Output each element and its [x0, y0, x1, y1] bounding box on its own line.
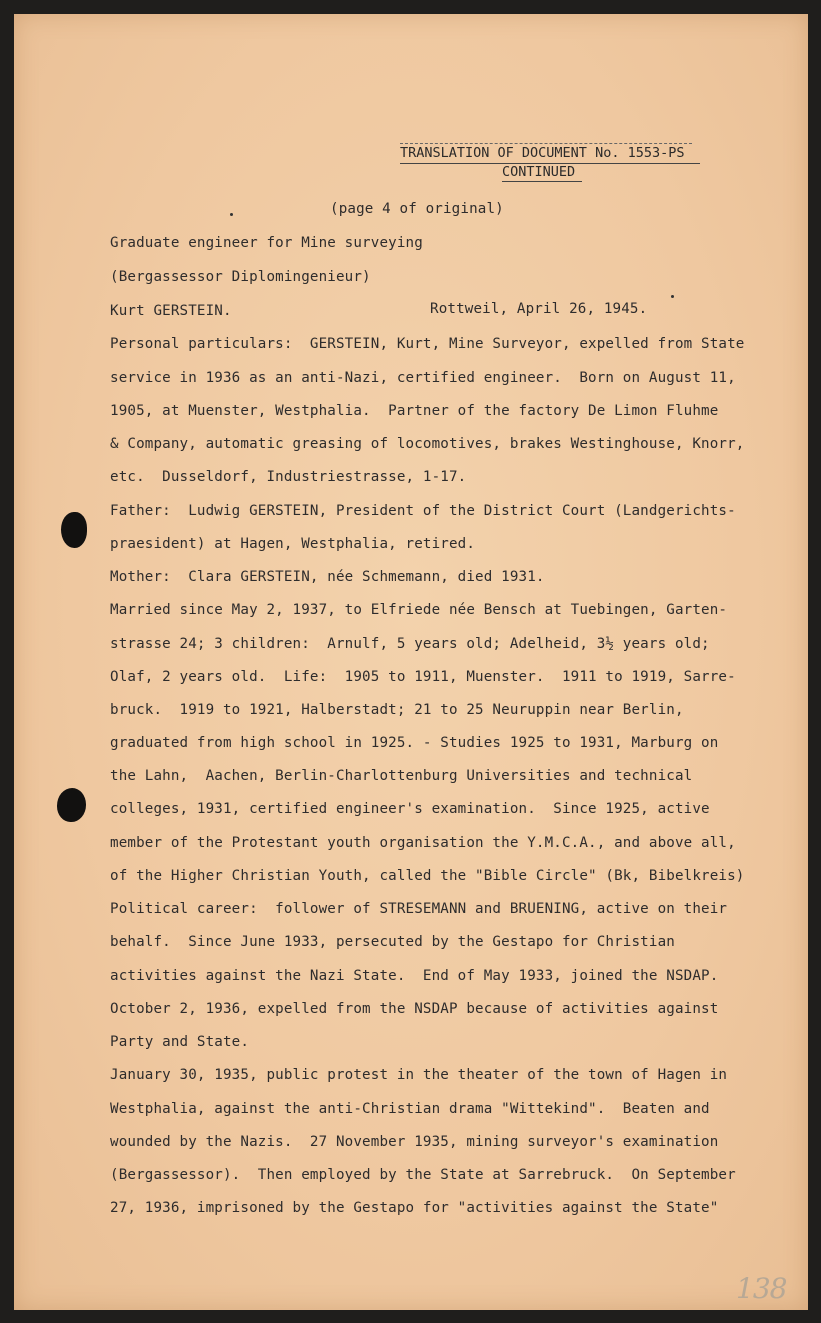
header-title: TRANSLATION OF DOCUMENT No. 1553-PS	[400, 145, 700, 164]
text-line: colleges, 1931, certified engineer's examination. Since 1925, active	[110, 801, 710, 817]
text-line: Mother: Clara GERSTEIN, née Schmemann, died 1931.	[110, 569, 545, 585]
ink-speck	[230, 213, 233, 216]
ink-speck	[671, 295, 674, 298]
text-line: behalf. Since June 1933, persecuted by the Gestapo for Christian	[110, 934, 675, 950]
text-line: 27, 1936, imprisoned by the Gestapo for "activities against the State"	[110, 1200, 719, 1216]
text-line: wounded by the Nazis. 27 November 1935, mining surveyor's examination	[110, 1134, 719, 1150]
text-line: Graduate engineer for Mine surveying	[110, 235, 423, 251]
text-line: (Bergassessor). Then employed by the State at Sarrebruck. On September	[110, 1167, 736, 1183]
text-line: etc. Dusseldorf, Industriestrasse, 1-17.	[110, 469, 467, 485]
text-line: the Lahn, Aachen, Berlin-Charlottenburg Universities and technical	[110, 768, 693, 784]
text-line: Kurt GERSTEIN.	[110, 303, 232, 319]
text-line: January 30, 1935, public protest in the theater of the town of Hagen in	[110, 1067, 728, 1083]
text-line: graduated from high school in 1925. - Studies 1925 to 1931, Marburg on	[110, 735, 719, 751]
handwritten-page-number: 138	[736, 1272, 787, 1305]
text-line: activities against the Nazi State. End of May 1933, joined the NSDAP.	[110, 968, 719, 984]
text-line: (Bergassessor Diplomingenieur)	[110, 269, 371, 285]
text-line: service in 1936 as an anti-Nazi, certified engineer. Born on August 11,	[110, 370, 736, 386]
text-line: Olaf, 2 years old. Life: 1905 to 1911, Muenster. 1911 to 1919, Sarre-	[110, 669, 736, 685]
document-page	[14, 14, 808, 1310]
text-line: Westphalia, against the anti-Christian drama "Wittekind". Beaten and	[110, 1101, 710, 1117]
text-line: Party and State.	[110, 1034, 250, 1050]
punch-hole	[61, 512, 87, 548]
punch-hole	[57, 788, 86, 822]
text-line: praesident) at Hagen, Westphalia, retired.	[110, 536, 476, 552]
page-note: (page 4 of original)	[330, 201, 504, 217]
text-line: Political career: follower of STRESEMANN and BRUENING, active on their	[110, 901, 728, 917]
place-date: Rottweil, April 26, 1945.	[430, 301, 648, 317]
header-subtitle: CONTINUED	[502, 164, 582, 182]
text-line: of the Higher Christian Youth, called the "Bible Circle" (Bk, Bibelkreis)	[110, 868, 745, 884]
text-line: Father: Ludwig GERSTEIN, President of the District Court (Landgerichts-	[110, 503, 736, 519]
text-line: Married since May 2, 1937, to Elfriede née Bensch at Tuebingen, Garten-	[110, 602, 728, 618]
text-line: strasse 24; 3 children: Arnulf, 5 years old; Adelheid, 3½ years old;	[110, 636, 710, 652]
text-line: 1905, at Muenster, Westphalia. Partner of the factory De Limon Fluhme	[110, 403, 719, 419]
text-line: bruck. 1919 to 1921, Halberstadt; 21 to 25 Neuruppin near Berlin,	[110, 702, 684, 718]
text-line: October 2, 1936, expelled from the NSDAP because of activities against	[110, 1001, 719, 1017]
document-header	[400, 145, 700, 182]
header-rule	[400, 143, 692, 145]
text-line: Personal particulars: GERSTEIN, Kurt, Mine Surveyor, expelled from State	[110, 336, 745, 352]
text-line: member of the Protestant youth organisation the Y.M.C.A., and above all,	[110, 835, 736, 851]
text-line: & Company, automatic greasing of locomotives, brakes Westinghouse, Knorr,	[110, 436, 745, 452]
